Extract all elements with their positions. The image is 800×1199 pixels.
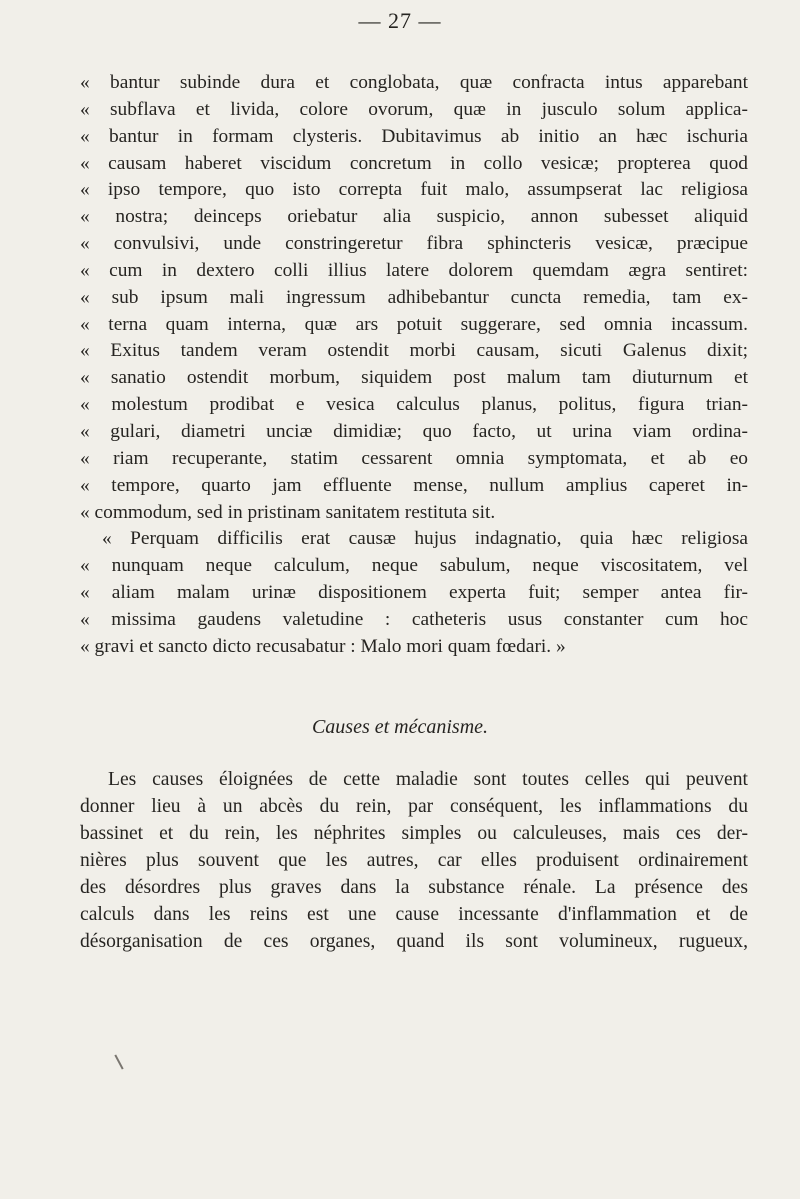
quote-line: « nunquam neque calculum, neque sabulum, neque viscositatem, vel [80,555,748,577]
body-line: nières plus souvent que les autres, car elles produisent ordinairement [80,850,748,871]
quote-line: « terna quam interna, quæ ars potuit suggerare, sed omnia incassum. [80,313,748,335]
quote-line: « ipso tempore, quo isto correpta fuit malo, assumpserat lac religiosa [80,179,748,201]
quote-line: « riam recuperante, statim cessarent omnia symptomata, et ab eo [80,447,748,469]
quote-line: « bantur subinde dura et conglobata, quæ confracta intus apparebant [80,72,748,93]
quote-line: « gravi et sancto dicto recusabatur : Malo mori quam fœdari. » [80,635,566,657]
quote-line: « commodum, sed in pristinam sanitatem restituta sit. [80,501,496,523]
quote-line: « subflava et livida, colore ovorum, quæ in jusculo solum applica- [80,98,748,120]
quote-line: « causam haberet viscidum concretum in collo vesicæ; propterea quod [80,152,748,174]
quote-line: « tempore, quarto jam effluente mense, nullum amplius caperet in- [80,474,748,496]
quote-line: « convulsivi, unde constringeretur fibra sphincteris vesicæ, præcipue [80,233,748,255]
section-heading: Causes et mécanisme. [311,716,489,738]
quote-line: « aliam malam urinæ dispositionem experta fuit; semper antea fir- [80,582,748,604]
quote-line: « missima gaudens valetudine : catheteris usus constanter cum hoc [80,608,748,630]
latin-quotation [80,70,748,661]
body-line: calculs dans les reins est une cause incessante d'inflammation et de [80,904,748,925]
quote-line: « gulari, diametri unciæ dimidiæ; quo facto, ut urina viam ordina- [80,420,748,442]
quote-line: « Exitus tandem veram ostendit morbi causam, sicuti Galenus dixit; [80,340,748,362]
quote-line: « nostra; deinceps oriebatur alia suspicio, annon subesset aliquid [80,206,748,228]
ink-mark [114,1054,123,1069]
page-number: — 27 — [358,8,442,33]
quote-line: « bantur in formam clysteris. Dubitavimus ab initio an hæc ischuria [80,125,748,147]
body-line: donner lieu à un abcès du rein, par conséquent, les inflammations du [80,796,748,817]
body-line: des désordres plus graves dans la substance rénale. La présence des [80,877,748,898]
body-line: désorganisation de ces organes, quand ils sont volumineux, rugueux, [80,931,748,952]
quote-line: « sub ipsum mali ingressum adhibebantur cuncta remedia, tam ex- [80,286,748,308]
quote-line: « Perquam difficilis erat causæ hujus indagnatio, quia hæc religiosa [102,528,748,550]
quote-line: « molestum prodibat e vesica calculus planus, politus, figura trian- [80,394,748,416]
quote-line: « cum in dextero colli illius latere dolorem quemdam ægra sentiret: [80,259,748,281]
body-line: Les causes éloignées de cette maladie sont toutes celles qui peuvent [108,769,748,790]
body-paragraph [80,766,748,955]
body-line: bassinet et du rein, les néphrites simples ou calculeuses, mais ces der- [80,823,748,844]
quote-line: « sanatio ostendit morbum, siquidem post malum tam diuturnum et [80,367,748,389]
